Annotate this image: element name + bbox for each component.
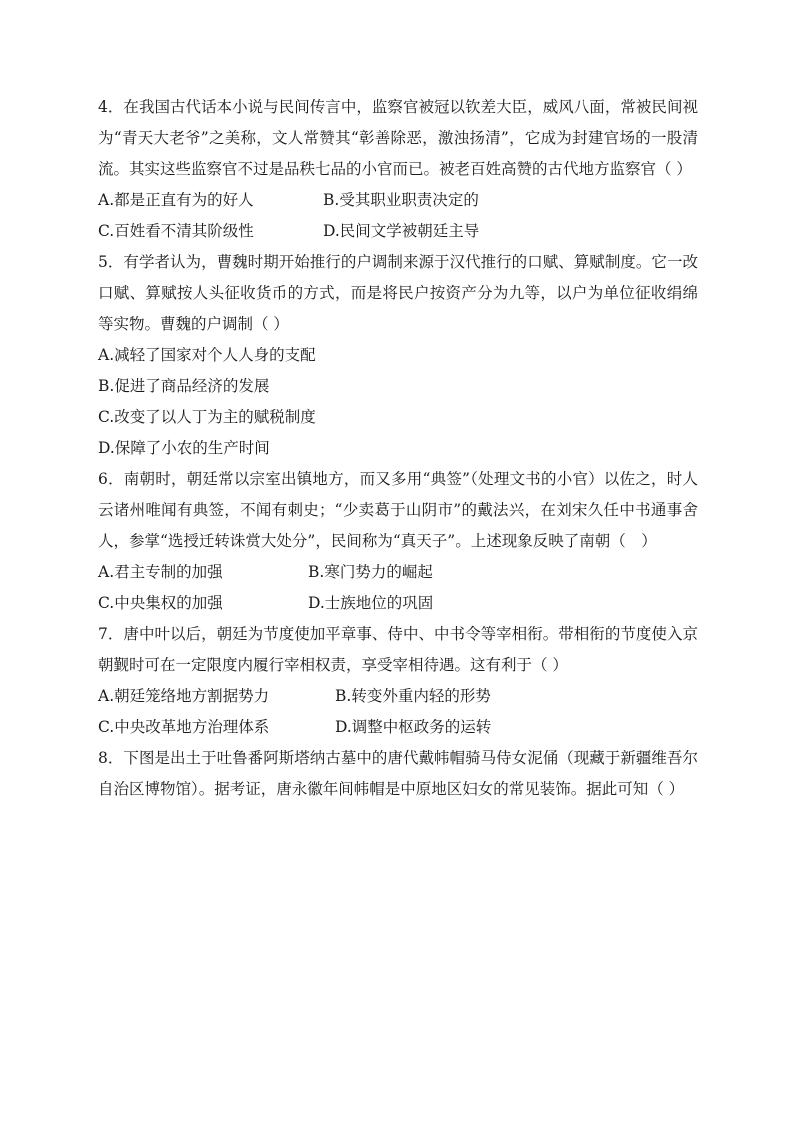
question-4-option-b[interactable]: B.受其职业职责决定的 xyxy=(323,191,479,209)
question-6-options-row-2 xyxy=(98,588,698,619)
question-6 xyxy=(98,464,698,619)
question-6-text: 6．南朝时，朝廷常以宗室出镇地方，而又多用“典签”（处理文书的小官）以佐之，时人云诸州唯闻有典签，不闻有刺史；“少卖葛于山阴市”的戴法兴，在刘宋久任中书通事舍人，参掌“选授迁转诛赏大处分”，民间称为“真天子”。上述现象反映了南朝（ ） xyxy=(98,470,698,550)
question-5 xyxy=(98,247,698,464)
question-4-option-c[interactable]: C.百姓看不清其阶级性 xyxy=(98,222,254,240)
question-4-option-d[interactable]: D.民间文学被朝廷主导 xyxy=(323,222,480,240)
question-list xyxy=(98,92,698,805)
question-7-option-b[interactable]: B.转变外重内轻的形势 xyxy=(335,687,491,705)
question-4-options-row-2 xyxy=(98,216,698,247)
question-6-option-a[interactable]: A.君主专制的加强 xyxy=(98,563,223,581)
question-6-option-c[interactable]: C.中央集权的加强 xyxy=(98,594,223,612)
question-8 xyxy=(98,743,698,805)
question-5-option-c[interactable]: C.改变了以人丁为主的赋税制度 xyxy=(98,408,316,426)
question-8-text: 8．下图是出土于吐鲁番阿斯塔纳古墓中的唐代戴帏帽骑马侍女泥俑（现藏于新疆维吾尔自治区博物馆）。据考证，唐永徽年间帏帽是中原地区妇女的常见装饰。据此可知（ ） xyxy=(98,749,698,798)
question-7-options-row-1 xyxy=(98,681,698,712)
question-4-option-a[interactable]: A.都是正直有为的好人 xyxy=(98,191,254,209)
question-6-option-b[interactable]: B.寒门势力的崛起 xyxy=(308,563,433,581)
question-7-option-a[interactable]: A.朝廷笼络地方割据势力 xyxy=(98,687,270,705)
question-4-text: 4．在我国古代话本小说与民间传言中，监察官被冠以钦差大臣，威风八面，常被民间视为“青天大老爷”之美称，文人常赞其“彰善除恶，激浊扬清”，它成为封建官场的一股清流。其实这些监察官不过是品秩七品的小官而已。被老百姓高赞的古代地方监察官（ ） xyxy=(98,98,698,178)
question-4 xyxy=(98,92,698,247)
question-7-options-row-2 xyxy=(98,712,698,743)
question-5-option-b[interactable]: B.促进了商品经济的发展 xyxy=(98,377,270,395)
question-7-option-d[interactable]: D.调整中枢政务的运转 xyxy=(335,718,492,736)
question-6-options-row-1 xyxy=(98,557,698,588)
question-5-option-a[interactable]: A.减轻了国家对个人人身的支配 xyxy=(98,346,316,364)
question-5-option-d[interactable]: D.保障了小农的生产时间 xyxy=(98,439,270,457)
question-7-text: 7．唐中叶以后，朝廷为节度使加平章事、侍中、中书令等宰相衔。带相衔的节度使入京朝觐时可在一定限度内履行宰相权责，享受宰相待遇。这有利于（ ） xyxy=(98,625,698,674)
question-7 xyxy=(98,619,698,743)
question-6-option-d[interactable]: D.士族地位的巩固 xyxy=(308,594,434,612)
question-4-options-row-1 xyxy=(98,185,698,216)
question-5-text: 5．有学者认为，曹魏时期开始推行的户调制来源于汉代推行的口赋、算赋制度。它一改口赋、算赋按人头征收货币的方式，而是将民户按资产分为九等，以户为单位征收绢绵等实物。曹魏的户调制（ ） xyxy=(98,253,698,333)
question-7-option-c[interactable]: C.中央改革地方治理体系 xyxy=(98,718,270,736)
